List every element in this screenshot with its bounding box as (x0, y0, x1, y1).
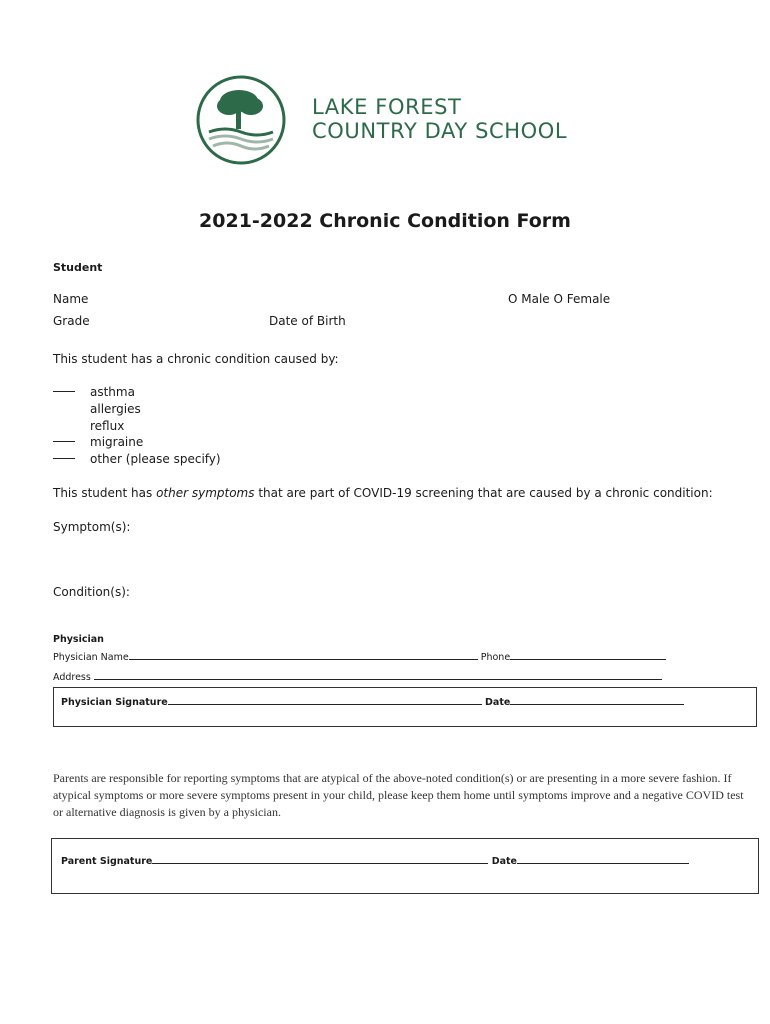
physician-name-label: Physician Name (53, 652, 129, 663)
condition-asthma: asthma (90, 385, 135, 399)
physician-signature-label: Physician Signature (61, 697, 168, 708)
address-field[interactable] (94, 669, 662, 680)
dob-label: Date of Birth (269, 314, 346, 328)
parent-notice: Parents are responsible for reporting symptoms that are atypical of the above-noted condition(s) or are presenting in a more severe fashion. If atypical symptoms or more severe symptoms present in your child, please keep them home until symptoms improve and a negative COVID test or alternative diagnosis is given by a physician. (53, 771, 744, 819)
condition-migraine: migraine (90, 435, 144, 449)
physician-signature-row (61, 694, 684, 708)
physician-name-row (53, 649, 666, 663)
other-symptoms-prefix: This student has (53, 486, 157, 500)
form-title: 2021-2022 Chronic Condition Form (199, 210, 571, 232)
parent-date-label: Date (491, 856, 517, 867)
parent-date-field[interactable] (517, 853, 689, 864)
asthma-blank[interactable] (53, 391, 75, 392)
address-label: Address (53, 672, 91, 683)
school-name-line1: LAKE FOREST (312, 95, 462, 119)
condition-reflux: reflux (90, 419, 125, 433)
condition-prompt: This student has a chronic condition caused by: (53, 352, 339, 366)
tree-emblem-icon (195, 74, 291, 166)
other-blank[interactable] (53, 458, 75, 459)
migraine-blank[interactable] (53, 441, 75, 442)
parent-signature-row (61, 853, 689, 867)
other-symptoms-emphasis: other symptoms (156, 486, 255, 500)
symptoms-label: Symptom(s): (53, 520, 131, 534)
physician-signature-field[interactable] (168, 694, 482, 705)
sex-options[interactable]: O Male O Female (508, 292, 611, 306)
physician-date-label: Date (485, 697, 511, 708)
physician-name-field[interactable] (129, 649, 478, 660)
other-symptoms-suffix: that are part of COVID-19 screening that are caused by a chronic condition: (254, 486, 713, 500)
name-label: Name (53, 292, 89, 306)
parent-signature-label: Parent Signature (61, 856, 153, 867)
phone-label: Phone (480, 652, 511, 663)
school-name-line2: COUNTRY DAY SCHOOL (312, 119, 568, 143)
physician-date-field[interactable] (510, 694, 684, 705)
condition-other: other (please specify) (90, 452, 221, 466)
parent-signature-field[interactable] (152, 853, 488, 864)
address-row (53, 669, 662, 683)
other-symptoms-statement (53, 486, 713, 500)
physician-section-label: Physician (53, 634, 104, 645)
student-section-label: Student (53, 261, 103, 274)
condition-allergies: allergies (90, 402, 141, 416)
grade-label: Grade (53, 314, 90, 328)
phone-field[interactable] (510, 649, 666, 660)
conditions-label: Condition(s): (53, 585, 130, 599)
